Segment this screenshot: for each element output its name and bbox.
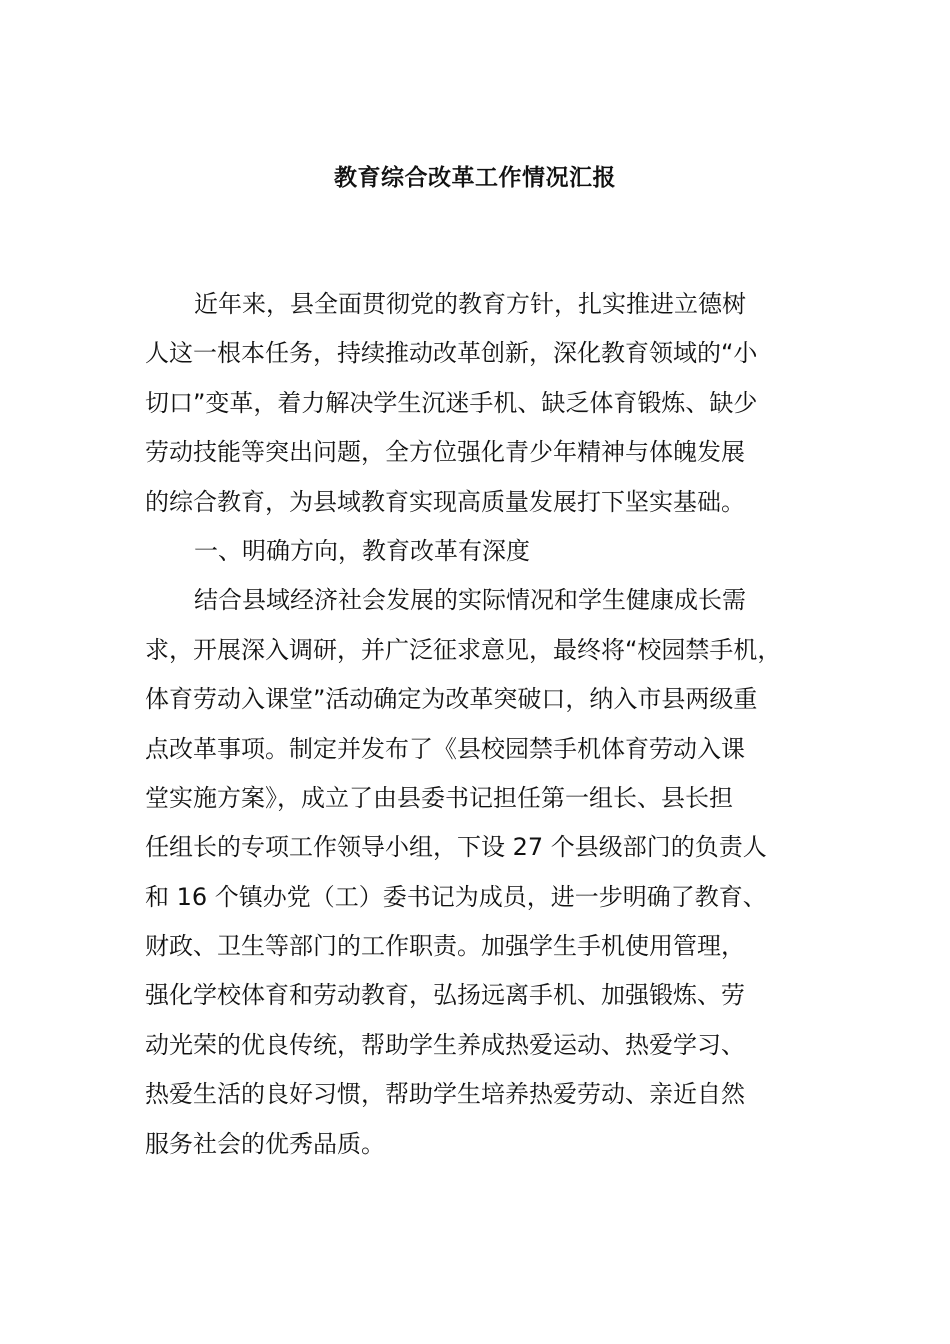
document-body	[145, 280, 825, 1169]
paragraph-line: 人这一根本任务，持续推动改革创新，深化教育领域的“小	[145, 339, 758, 368]
paragraph-line: 的综合教育，为县域教育实现高质量发展打下坚实基础。	[145, 487, 745, 516]
paragraph-line: 点改革事项。制定并发布了《县校园禁手机体育劳动入课	[145, 734, 745, 763]
paragraph-line: 强化学校体育和劳动教育，弘扬远离手机、加强锻炼、劳	[145, 981, 745, 1010]
paragraph-line: 劳动技能等突出问题，全方位强化青少年精神与体魄发展	[145, 438, 745, 467]
paragraph-line: 结合县域经济社会发展的实际情况和学生健康成长需	[194, 586, 746, 615]
paragraph-line: 切口”变革，着力解决学生沉迷手机、缺乏体育锻炼、缺少	[145, 388, 758, 417]
paragraph-line: 近年来，县全面贯彻党的教育方针，扎实推进立德树	[194, 290, 746, 318]
paragraph-line: 服务社会的优秀品质。	[145, 1129, 385, 1158]
paragraph-line: 热爱生活的良好习惯，帮助学生培养热爱劳动、亲近自然	[145, 1080, 745, 1109]
paragraph-line: 求，开展深入调研，并广泛征求意见，最终将“校园禁手机，	[145, 635, 782, 664]
paragraph-line: 动光荣的优良传统，帮助学生养成热爱运动、热爱学习、	[145, 1030, 745, 1059]
paragraph-line: 体育劳动入课堂”活动确定为改革突破口，纳入市县两级重	[145, 685, 758, 714]
section-heading: 一、明确方向，教育改革有深度	[194, 536, 530, 565]
paragraph-line: 任组长的专项工作领导小组，下设 27 个县级部门的负责人	[145, 833, 767, 862]
paragraph-line: 财政、卫生等部门的工作职责。加强学生手机使用管理，	[145, 932, 745, 961]
paragraph-line: 和 16 个镇办党（工）委书记为成员，进一步明确了教育、	[145, 882, 767, 911]
document-title: 教育综合改革工作情况汇报	[334, 165, 616, 191]
paragraph-line: 堂实施方案》，成立了由县委书记担任第一组长、县长担	[145, 783, 733, 812]
